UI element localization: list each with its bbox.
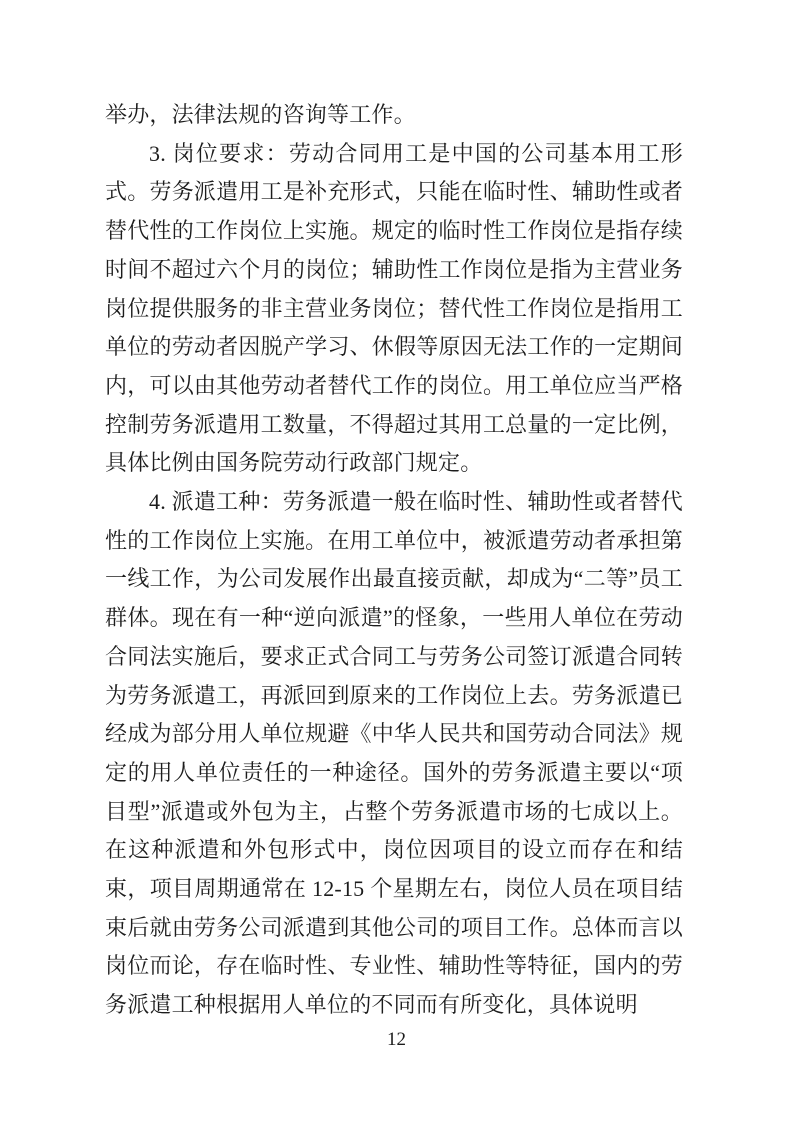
page-number: 12 (387, 1029, 406, 1050)
paragraph-dispatch-job-types: 4. 派遣工种：劳务派遣一般在临时性、辅助性或者替代性的工作岗位上实施。在用工单位中，被派遣劳动者承担第一线工作，为公司发展作出最直接贡献，却成为“二等”员工群体。现在有一种“逆向派遣”的怪象，一些用人单位在劳动合同法实施后，要求正式合同工与劳务公司签订派遣合同转为劳务派遣工，再派回到原来的工作岗位上去。劳务派遣已经成为部分用人单位规避《中华人民共和国劳动合同法》规定的用人单位责任的一种途径。国外的劳务派遣主要以“项目型”派遣或外包为主，占整个劳务派遣市场的七成以上。在这种派遣和外包形式中，岗位因项目的设立而存在和结束，项目周期通常在 12-15 个星期左右，岗位人员在项目结束后就由劳务公司派遣到其他公司的项目工作。总体而言以岗位而论，存在临时性、专业性、辅助性等特征，国内的劳务派遣工种根据用人单位的不同而有所变化，具体说明 (105, 489, 683, 1018)
document-body (105, 96, 683, 1025)
paragraph-continuation: 举办，法律法规的咨询等工作。 (105, 102, 416, 127)
paragraph-job-requirements: 3. 岗位要求：劳动合同用工是中国的公司基本用工形式。劳务派遣用工是补充形式，只能在临时性、辅助性或者替代性的工作岗位上实施。规定的临时性工作岗位是指存续时间不超过六个月的岗位；辅助性工作岗位是指为主营业务岗位提供服务的非主营业务岗位；替代性工作岗位是指用工单位的劳动者因脱产学习、休假等原因无法工作的一定期间内，可以由其他劳动者替代工作的岗位。用工单位应当严格控制劳务派遣用工数量，不得超过其用工总量的一定比例，具体比例由国务院劳动行政部门规定。 (105, 140, 683, 476)
